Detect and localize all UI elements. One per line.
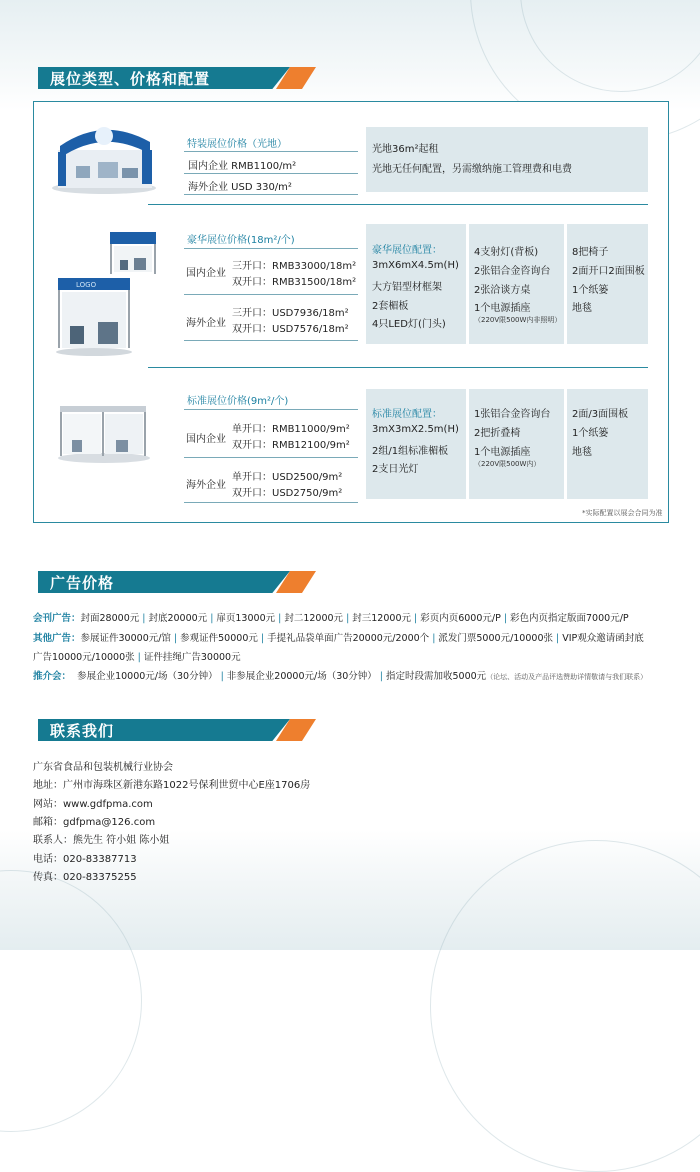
ad-item: 参展证件30000元/馆 <box>80 633 171 644</box>
contact-people: 联系人：熊先生 符小姐 陈小姐 <box>33 835 170 846</box>
ad-item: 派发门票5000元/10000张 <box>438 633 553 644</box>
ad-item: 参展企业10000元/场（30分钟） <box>77 671 218 682</box>
section-header-contact <box>38 719 316 741</box>
svg-text:LOGO: LOGO <box>76 281 97 289</box>
luxury-config-item: 3mX6mX4.5m(H) <box>372 260 459 271</box>
ad-other-line-2: 广告10000元/10000张 | 证件挂绳广告30000元 <box>33 652 241 663</box>
section-header-booths <box>38 67 316 89</box>
contact-website[interactable]: 网站：www.gdfpma.com <box>33 799 153 810</box>
rule <box>184 294 358 295</box>
luxury-config-item: 大方铝型材框架 <box>372 282 442 293</box>
luxury-config-note: （220V限500W内非照明） <box>474 316 562 324</box>
ad-promo-line: 推介会： 参展企业10000元/场（30分钟） | 非参展企业20000元/场（30分钟） | 指定时段需加收5000元（论坛、活动及产品评选赞助详情敬请与我们联系） <box>33 671 648 682</box>
standard-config-item: 2把折叠椅 <box>474 428 521 439</box>
luxury-booth-image-small <box>106 228 160 278</box>
luxury-overseas-label: 海外企业 <box>186 318 226 329</box>
rule <box>184 409 358 410</box>
ad-item: VIP观众邀请函封底 <box>562 633 644 644</box>
rule <box>184 502 358 503</box>
special-domestic-price: 国内企业 RMB1100/m² <box>188 161 297 172</box>
luxury-domestic-label: 国内企业 <box>186 268 226 279</box>
standard-config-item: 1个纸篓 <box>572 428 609 439</box>
luxury-domestic-price-1: 三开口：RMB33000/18m² <box>232 261 357 272</box>
luxury-config-item: 2张铝合金咨询台 <box>474 266 551 277</box>
ad-item: 封三12000元 <box>352 613 411 624</box>
rule <box>184 248 358 249</box>
standard-overseas-label: 海外企业 <box>186 480 226 491</box>
standard-domestic-price-2: 双开口：RMB12100/9m² <box>232 440 350 451</box>
rule <box>184 340 358 341</box>
ad-item: 扉页13000元 <box>216 613 276 624</box>
standard-domestic-price-1: 单开口：RMB11000/9m² <box>232 424 350 435</box>
standard-overseas-price-2: 双开口：USD2750/9m² <box>232 488 343 499</box>
ad-other-line: 其他广告：参展证件30000元/馆 | 参观证件50000元 | 手提礼品袋单面广告20000元/2000个 | 派发门票5000元/10000张 | VIP观众邀请函封底 <box>33 633 644 644</box>
contact-email[interactable]: 邮箱：gdfpma@126.com <box>33 817 156 828</box>
ad-item: 彩页内页6000元/P <box>420 613 501 624</box>
special-booth-image <box>50 122 158 194</box>
ad-item: 参观证件50000元 <box>180 633 258 644</box>
standard-config-item: 2面/3面围板 <box>572 409 629 420</box>
luxury-config-item: 2面开口2面围板 <box>572 266 645 277</box>
rule <box>184 151 358 152</box>
luxury-config-item: 2套楣板 <box>372 301 409 312</box>
rule <box>184 194 358 195</box>
luxury-config-item: 1个电源插座 <box>474 303 531 314</box>
section-title: 展位类型、价格和配置 <box>50 70 211 88</box>
special-booth-title: 特装展位价格（光地） <box>187 139 287 150</box>
standard-config-item: 3mX3mX2.5m(H) <box>372 424 459 435</box>
contact-fax: 传真：020-83375255 <box>33 872 137 883</box>
ad-promo-label: 推介会： <box>33 671 72 682</box>
luxury-overseas-price-1: 三开口：USD7936/18m² <box>232 308 349 319</box>
standard-config-item: 2支日光灯 <box>372 464 419 475</box>
special-overseas-price: 海外企业 USD 330/m² <box>188 182 292 193</box>
section-title: 联系我们 <box>50 722 115 740</box>
rule <box>184 457 358 458</box>
standard-config-item: 1张铝合金咨询台 <box>474 409 551 420</box>
standard-booth-title: 标准展位价格(9m²/个) <box>187 396 289 407</box>
standard-config-note: （220V限500W内） <box>474 460 541 468</box>
ad-item: 非参展企业20000元/场（30分钟） <box>226 671 377 682</box>
luxury-config-item: 4支射灯(背板) <box>474 247 539 258</box>
standard-domestic-label: 国内企业 <box>186 434 226 445</box>
contact-org: 广东省食品和包装机械行业协会 <box>33 762 173 773</box>
divider <box>148 204 648 205</box>
ad-item: 彩色内页指定版面7000元/P <box>510 613 629 624</box>
ad-item: 证件挂绳广告30000元 <box>143 652 241 663</box>
luxury-config-item: 1个纸篓 <box>572 285 609 296</box>
ad-journal-line: 会刊广告：封面28000元 | 封底20000元 | 扉页13000元 | 封二12000元 | 封三12000元 | 彩页内页6000元/P | 彩色内页指定版面7000元/P <box>33 613 629 624</box>
standard-config-item: 2组/1组标准楣板 <box>372 446 449 457</box>
ad-journal-label: 会刊广告： <box>33 613 81 624</box>
luxury-booth-image <box>52 272 136 358</box>
luxury-config-item: 4只LED灯(门头) <box>372 319 446 330</box>
section-title: 广告价格 <box>50 574 115 592</box>
divider <box>148 367 648 368</box>
standard-config-item: 地毯 <box>572 447 592 458</box>
standard-config-item: 1个电源插座 <box>474 447 531 458</box>
ad-other-label: 其他广告： <box>33 633 81 644</box>
ad-promo-note: （论坛、活动及产品评选赞助详情敬请与我们联系） <box>486 673 648 681</box>
luxury-config-item: 8把椅子 <box>572 247 609 258</box>
special-note-1: 光地36m²起租 <box>372 144 439 155</box>
luxury-config-title: 豪华展位配置： <box>372 245 442 256</box>
footnote: *实际配置以展会合同为准 <box>582 509 663 517</box>
rule <box>184 173 358 174</box>
luxury-config-item: 2张洽谈方桌 <box>474 285 531 296</box>
special-note-2: 光地无任何配置，另需缴纳施工管理费和电费 <box>372 164 572 175</box>
ad-item: 广告10000元/10000张 <box>33 652 135 663</box>
ad-item: 手提礼品袋单面广告20000元/2000个 <box>267 633 430 644</box>
luxury-domestic-price-2: 双开口：RMB31500/18m² <box>232 277 357 288</box>
standard-overseas-price-1: 单开口：USD2500/9m² <box>232 472 343 483</box>
luxury-config-item: 地毯 <box>572 303 592 314</box>
standard-booth-image <box>54 398 152 464</box>
contact-address: 地址：广州市海珠区新港东路1022号保利世贸中心E座1706房 <box>33 780 311 791</box>
ad-item: 封二12000元 <box>284 613 344 624</box>
ad-item: 封底20000元 <box>148 613 208 624</box>
standard-config-title: 标准展位配置： <box>372 409 442 420</box>
contact-phone: 电话：020-83387713 <box>33 854 137 865</box>
ad-item: 封面28000元 <box>80 613 140 624</box>
luxury-booth-title: 豪华展位价格(18m²/个) <box>187 235 295 246</box>
luxury-overseas-price-2: 双开口：USD7576/18m² <box>232 324 349 335</box>
section-header-ads <box>38 571 316 593</box>
ad-item: 指定时段需加收5000元 <box>386 671 487 682</box>
